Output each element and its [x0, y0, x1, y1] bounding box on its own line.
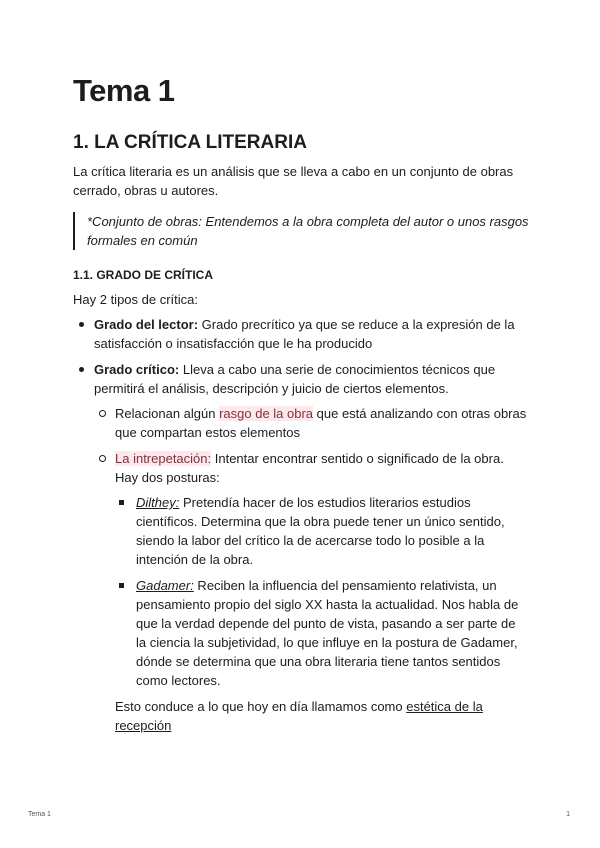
- list-item-critical: [73, 360, 529, 735]
- list-item-gadamer: [115, 576, 529, 690]
- term-critical: Grado crítico:: [94, 362, 180, 377]
- term-reader: Grado del lector:: [94, 317, 199, 332]
- gadamer-text: Reciben la influencia del pensamiento relativista, un pensamiento propio del siglo XX hasta la actualidad. Nos habla de que la verdad depende del punto de vista, pasando a ser parte de la ciencia la subjetividad, lo que influye en la postura de Gadamer, dónde se determina que una obra literaria tiene tantos sentidos como lectores.: [136, 578, 519, 688]
- critique-types-list: [73, 315, 529, 735]
- page-number: 1: [566, 811, 570, 818]
- conclusion-paragraph: [115, 697, 529, 735]
- section-intro: La crítica literaria es un análisis que se lleva a cabo en un conjunto de obras cerrado, obras u autores.: [73, 164, 514, 198]
- page-content: [73, 72, 529, 742]
- list-item-interpretation: [94, 449, 529, 735]
- list-item-reader: [73, 315, 529, 353]
- footer-title: Tema 1: [28, 811, 51, 818]
- term-gadamer: Gadamer:: [136, 578, 194, 593]
- term-dilthey: Dilthey:: [136, 495, 180, 510]
- reception-aesthetics-link[interactable]: estética de la recepción: [115, 699, 483, 733]
- traits-post: que está analizando con otras obras que compartan estos elementos: [115, 406, 527, 440]
- interpretation-text: Intentar encontrar sentido o significado de la obra. Hay dos posturas:: [115, 451, 504, 485]
- section-heading: 1. LA CRÍTICA LITERARIA: [73, 132, 307, 153]
- highlight-traits: rasgo de la obra: [219, 406, 314, 421]
- list-item-dilthey: [115, 493, 529, 569]
- reader-text: Grado precrítico ya que se reduce a la expresión de la satisfacción o insatisfacción que le ha producido: [94, 317, 515, 351]
- critical-sublist: [94, 404, 529, 735]
- list-item-traits: [94, 404, 529, 442]
- dilthey-text: Pretendía hacer de los estudios literarios estudios científicos. Determina que la obra puede tener un único sentido, siendo la labor del crítico la de acercarse todo lo posible a la intención de la obra.: [136, 495, 505, 567]
- quote-block: *Conjunto de obras: Entendemos a la obra completa del autor o unos rasgos formales en común: [73, 212, 529, 250]
- page-title: Tema 1: [73, 73, 175, 108]
- conclusion-pre: Esto conduce a lo que hoy en día llamamos como: [115, 699, 407, 714]
- traits-pre: Relacionan algún: [115, 406, 220, 421]
- critical-text: Lleva a cabo una serie de conocimientos técnicos que permitirá el análisis, descripción y juicio de ciertos elementos.: [94, 362, 496, 396]
- highlight-interpretation: La intrepetación:: [115, 451, 212, 466]
- subsection-intro: Hay 2 tipos de crítica:: [73, 292, 198, 307]
- subsection-heading: 1.1. GRADO DE CRÍTICA: [73, 268, 214, 282]
- postures-list: [115, 493, 529, 690]
